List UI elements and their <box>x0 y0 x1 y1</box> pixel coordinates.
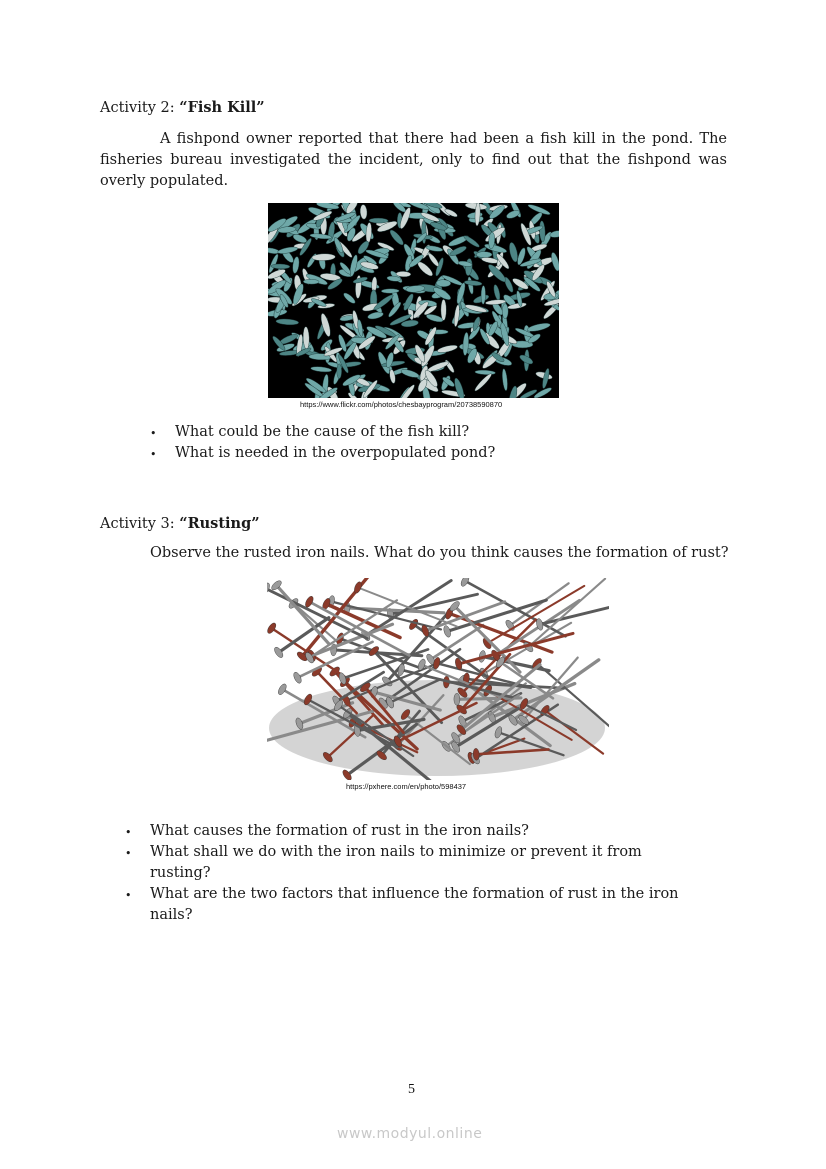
fish-shape <box>476 252 492 258</box>
activity-3-prefix: Activity 3: <box>100 516 180 532</box>
fish-shape <box>455 282 466 304</box>
bullet-icon: • <box>150 448 157 461</box>
fish-shape <box>437 344 458 354</box>
nail-shape <box>535 606 609 631</box>
fish-shape <box>481 286 486 305</box>
fish-image-caption: https://www.flickr.com/photos/chesbayprogram/20738590870 <box>300 400 503 409</box>
question-item <box>125 821 705 842</box>
question-item <box>150 422 730 443</box>
fish-shape <box>464 280 482 287</box>
fish-shape <box>337 364 342 379</box>
activity-3-title: “Rusting” <box>179 515 260 532</box>
fish-shape <box>539 221 546 242</box>
watermark: www.modyul.online <box>337 1126 483 1142</box>
fish-kill-image <box>268 203 559 398</box>
fish-shape <box>493 284 502 301</box>
activity-2-questions <box>150 422 730 464</box>
question-item <box>125 884 690 926</box>
fish-shape <box>398 383 416 398</box>
fish-shape <box>339 315 354 322</box>
fish-shape <box>427 252 440 267</box>
question-text: What is needed in the overpopulated pond? <box>175 445 496 461</box>
question-text: What shall we do with the iron nails to minimize or prevent it from rusting? <box>150 844 642 881</box>
fish-shape <box>501 369 508 391</box>
fish-shape <box>381 289 399 294</box>
fish-shape <box>369 218 388 223</box>
bullet-icon: • <box>125 847 132 860</box>
fish-shape <box>311 366 332 373</box>
bullet-icon: • <box>125 889 132 902</box>
nails-shadow <box>269 680 605 776</box>
activity-3-paragraph: Observe the rusted iron nails. What do you think causes the formation of rust? <box>150 545 729 561</box>
question-text: What could be the cause of the fish kill? <box>175 424 470 440</box>
question-text: What causes the formation of rust in the iron nails? <box>150 823 529 839</box>
fish-shape <box>360 204 368 219</box>
fish-shape <box>396 271 411 277</box>
activity-2-paragraph: A fishpond owner reported that there had been a fish kill in the pond. The fisheries bureau investigated the incident, only to find out that the fishpond was overly populated. <box>100 131 727 189</box>
bullet-icon: • <box>125 826 132 839</box>
question-item <box>125 842 705 884</box>
fish-shape <box>441 299 446 320</box>
nails-image-caption: https://pxhere.com/en/photo/598437 <box>346 782 467 791</box>
activity-2-title: “Fish Kill” <box>179 99 265 116</box>
question-item <box>150 443 730 464</box>
activity-2-prefix: Activity 2: <box>100 100 180 116</box>
activity-3-questions <box>125 821 705 926</box>
fish-shape <box>303 279 319 284</box>
activity-2-heading <box>100 99 265 116</box>
question-text: What are the two factors that influence the formation of rust in the iron nails? <box>150 886 679 923</box>
fish-shape <box>388 228 405 246</box>
fish-shape <box>475 370 496 375</box>
bullet-icon: • <box>150 427 157 440</box>
rusted-nails-image <box>267 578 609 780</box>
activity-3-heading <box>100 515 260 532</box>
fish-shape <box>473 372 493 392</box>
fish-shape <box>502 304 508 319</box>
fish-shape <box>527 322 551 333</box>
page-number: 5 <box>408 1082 415 1097</box>
fish-shape <box>342 291 357 305</box>
fish-shape <box>400 368 420 379</box>
fish-shape <box>427 360 450 373</box>
fish-shape <box>276 318 299 325</box>
